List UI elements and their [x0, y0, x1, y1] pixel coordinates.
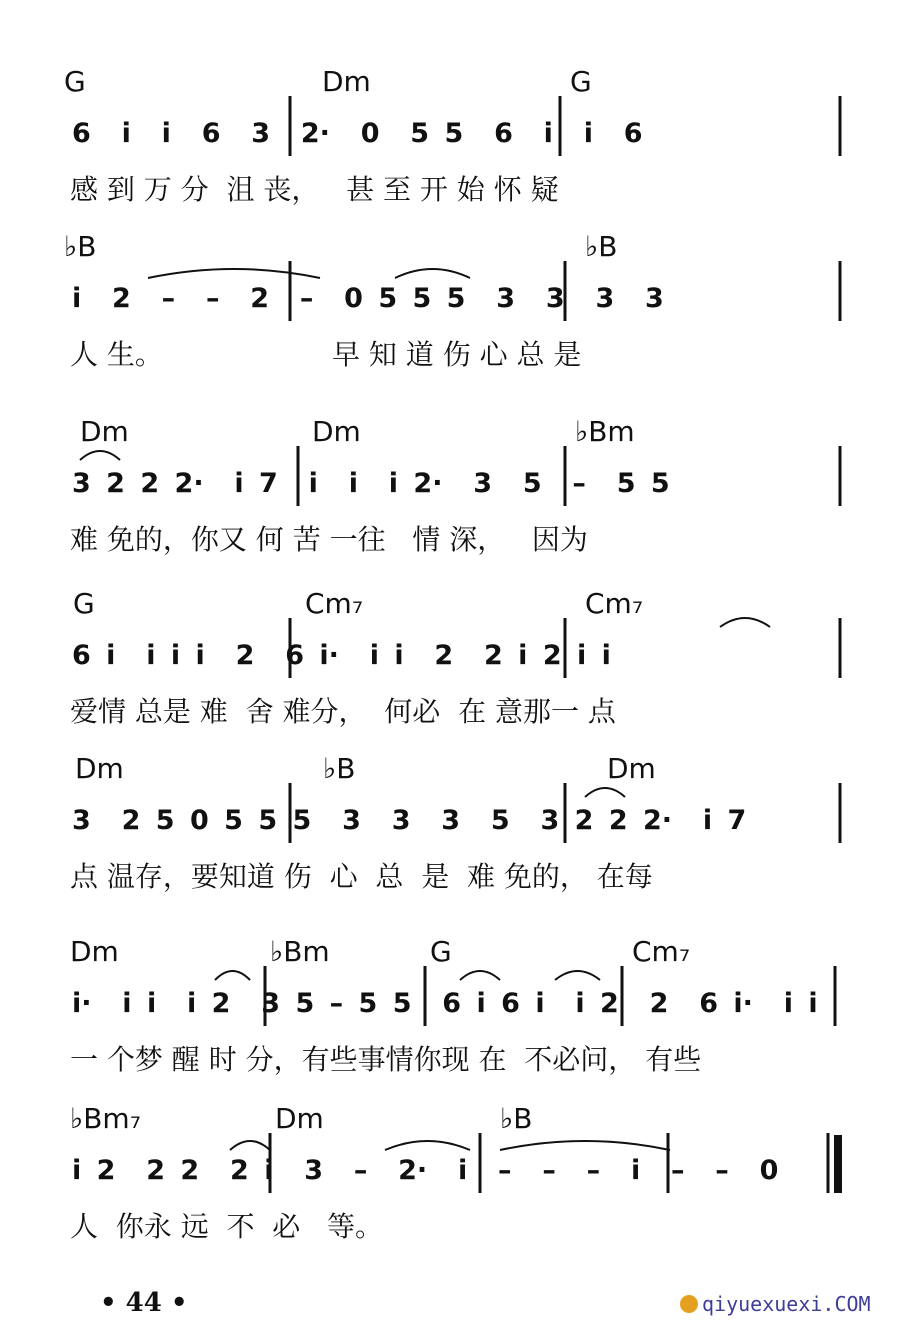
chord-symbol: ♭Bm	[270, 935, 330, 968]
chord-symbol: Cm₇	[585, 587, 644, 620]
slur-arc	[555, 971, 600, 980]
lyric-line: 人 你永 远 不 必 等。	[70, 1210, 384, 1243]
chord-symbol: Cm₇	[632, 935, 691, 968]
chord-symbol: ♭B	[500, 1102, 533, 1135]
lyric-line: 人 生。 早 知 道 伤 心 总 是	[70, 338, 582, 371]
slur-arc	[460, 971, 500, 980]
chord-symbol: Dm	[312, 415, 361, 448]
notation-line: 6 i i 6 3 2· 0 5 5 6 i i 6	[72, 118, 643, 149]
chord-symbol: G	[64, 65, 86, 98]
notation-line: i 2 2 2 2 i 3 – 2· i – – – i – – 0	[72, 1155, 779, 1186]
slur-arc	[80, 451, 120, 460]
notation-line: i 2 – – 2 – 0 5 5 5 3 3 3 3	[72, 283, 664, 314]
slur-arc	[585, 788, 625, 797]
chord-symbol: ♭Bm₇	[70, 1102, 141, 1135]
slur-arc	[385, 1141, 470, 1150]
notation-line: i· i i i 2 3 5 – 5 5 6 i 6 i i 2 2 6 i· i i	[72, 988, 818, 1019]
chord-symbol: G	[570, 65, 592, 98]
chord-symbol: Dm	[70, 935, 119, 968]
chord-symbol: ♭B	[323, 752, 356, 785]
slur-arc	[500, 1141, 670, 1150]
page-number: • 44 •	[100, 1288, 188, 1318]
lyric-line: 感 到 万 分 沮 丧， 甚 至 开 始 怀 疑	[70, 173, 559, 206]
chord-symbol: Dm	[75, 752, 124, 785]
slur-arc	[720, 618, 770, 627]
chord-symbol: Dm	[607, 752, 656, 785]
notation-line: 3 2 5 0 5 5 5 3 3 3 5 3 2 2 2· i 7	[72, 805, 747, 836]
slur-arc	[230, 1141, 270, 1150]
lyric-line: 难 免的，你又 何 苦 一往 情 深， 因为	[70, 523, 588, 556]
chord-symbol: ♭B	[585, 230, 618, 263]
chord-symbol: Dm	[322, 65, 371, 98]
slur-arc	[215, 971, 250, 980]
chord-symbol: ♭Bm	[575, 415, 635, 448]
slur-arc	[148, 269, 320, 278]
chord-symbol: Dm	[275, 1102, 324, 1135]
chord-symbol: Cm₇	[305, 587, 364, 620]
slur-arc	[395, 269, 470, 278]
notation-line: 3 2 2 2· i 7 i i i 2· 3 5 – 5 5	[72, 468, 670, 499]
lyric-line: 一 个梦 醒 时 分，有些事情你现 在 不必问， 有些	[70, 1043, 702, 1076]
notation-line: 6 i i i i 2 6 i· i i 2 2 i 2 i i	[72, 640, 611, 671]
watermark	[680, 1292, 871, 1316]
chord-symbol: G	[430, 935, 452, 968]
chord-symbol: Dm	[80, 415, 129, 448]
lyric-line: 点 温存，要知道 伤 心 总 是 难 免的， 在每	[70, 860, 653, 893]
chord-symbol: G	[73, 587, 95, 620]
final-bar-line	[834, 1135, 842, 1193]
watermark-logo-icon	[680, 1295, 698, 1313]
watermark-text: qiyuexuexi.COM	[702, 1292, 871, 1316]
lyric-line: 爱情 总是 难 舍 难分， 何必 在 意那一 点	[70, 695, 616, 728]
chord-symbol: ♭B	[64, 230, 97, 263]
